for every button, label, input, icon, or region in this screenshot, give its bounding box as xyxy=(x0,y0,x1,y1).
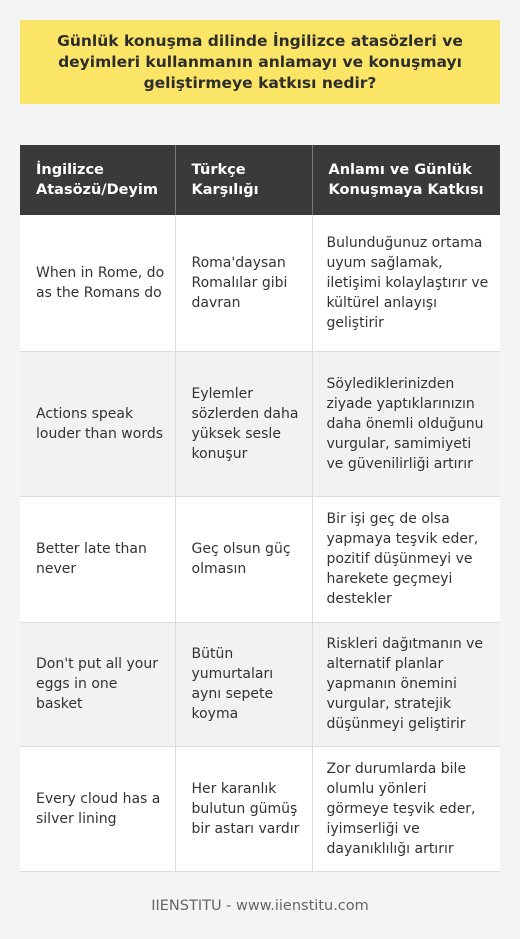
table-row xyxy=(20,215,500,351)
cell-meaning: Bir işi geç de olsa yapmaya teşvik eder, pozitif düşünmeyi ve harekete geçmeyi destekler xyxy=(312,496,500,622)
table-header-row xyxy=(20,145,500,215)
cell-proverb: When in Rome, do as the Romans do xyxy=(20,215,175,351)
cell-meaning: Zor durumlarda bile olumlu yönleri görmeye teşvik eder, iyimserliği ve dayanıklılığı artırır xyxy=(312,746,500,871)
cell-meaning: Riskleri dağıtmanın ve alternatif planlar yapmanın önemini vurgular, stratejik düşünmeyi geliştirir xyxy=(312,622,500,746)
footer-credit: IIENSTITU - www.iienstitu.com xyxy=(151,898,369,914)
cell-proverb: Don't put all your eggs in one basket xyxy=(20,622,175,746)
table-row xyxy=(20,622,500,746)
proverbs-table xyxy=(20,145,500,872)
cell-translation: Bütün yumurtaları aynı sepete koyma xyxy=(175,622,312,746)
cell-translation: Geç olsun güç olmasın xyxy=(175,496,312,622)
cell-proverb: Better late than never xyxy=(20,496,175,622)
cell-proverb: Actions speak louder than words xyxy=(20,351,175,496)
table-row xyxy=(20,746,500,871)
cell-translation: Eylemler sözlerden daha yüksek sesle konuşur xyxy=(175,351,312,496)
cell-proverb: Every cloud has a silver lining xyxy=(20,746,175,871)
cell-translation: Her karanlık bulutun gümüş bir astarı vardır xyxy=(175,746,312,871)
column-header-proverb: İngilizce Atasözü/Deyim xyxy=(20,145,175,215)
column-header-meaning: Anlamı ve Günlük Konuşmaya Katkısı xyxy=(312,145,500,215)
column-header-translation: Türkçe Karşılığı xyxy=(175,145,312,215)
table-row xyxy=(20,496,500,622)
cell-translation: Roma'daysan Romalılar gibi davran xyxy=(175,215,312,351)
cell-meaning: Söylediklerinizden ziyade yaptıklarınızın daha önemli olduğunu vurgular, samimiyeti ve güvenilirliği artırır xyxy=(312,351,500,496)
title-banner xyxy=(20,20,500,104)
cell-meaning: Bulunduğunuz ortama uyum sağlamak, iletişimi kolaylaştırır ve kültürel anlayışı geliştirir xyxy=(312,215,500,351)
page-title: Günlük konuşma dilinde İngilizce atasözleri ve deyimleri kullanmanın anlamayı ve konuşmayı geliştirmeye katkısı nedir? xyxy=(57,31,463,92)
table-row xyxy=(20,351,500,496)
